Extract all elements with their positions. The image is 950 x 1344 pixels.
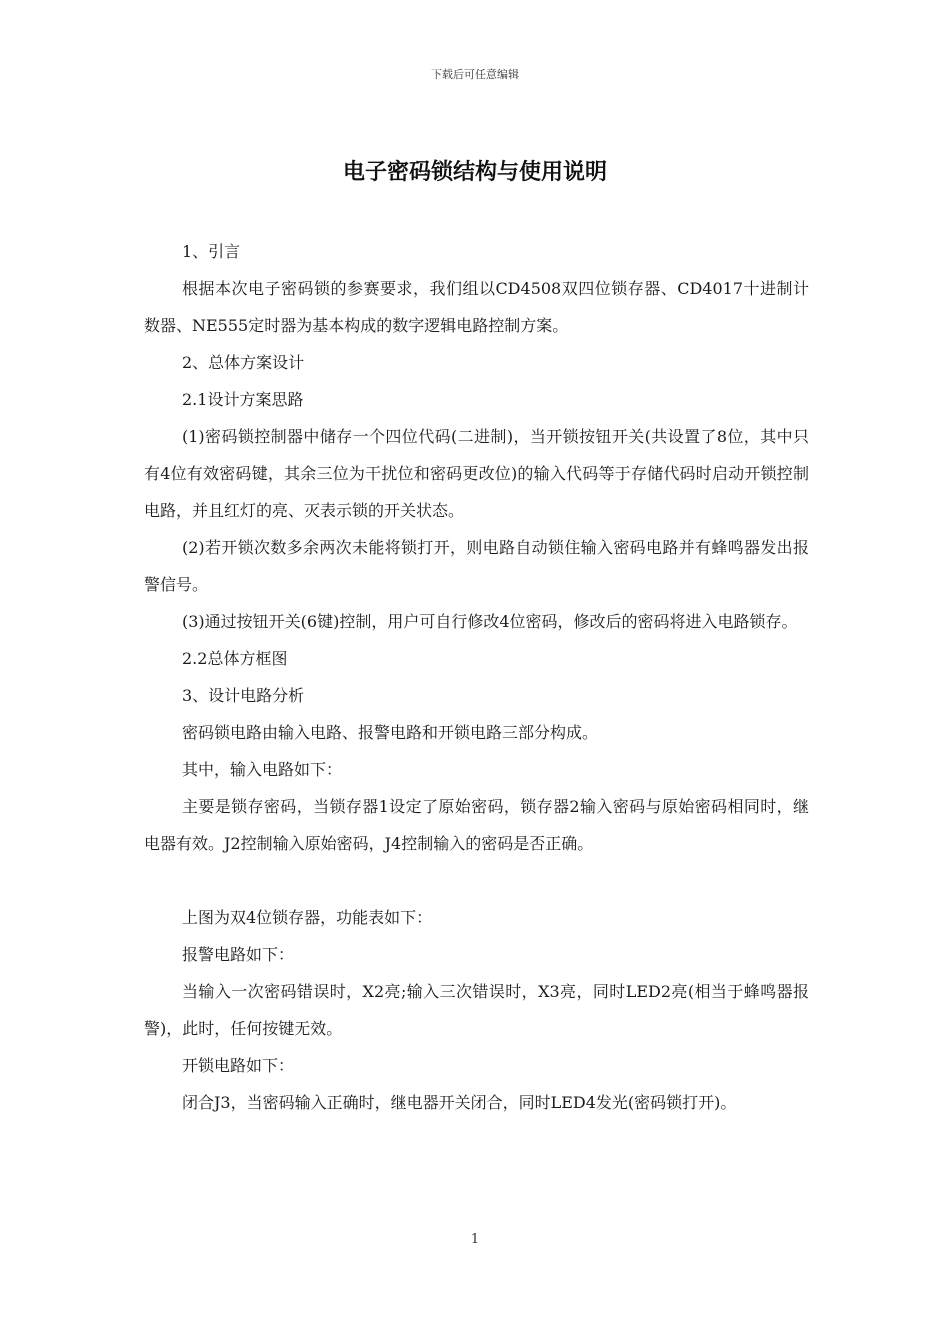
paragraph-design-point-2: (2)若开锁次数多余两次未能将锁打开，则电路自动锁住输入密码电路并有蜂鸣器发出报警信号。 <box>144 538 809 594</box>
paragraph-unlock-circuit-intro: 开锁电路如下： <box>182 1056 295 1075</box>
section-heading-intro: 1、引言 <box>182 242 241 261</box>
paragraph-latch-function-table: 上图为双4位锁存器，功能表如下： <box>182 908 433 927</box>
paragraph-input-circuit-intro: 其中，输入电路如下： <box>182 760 343 779</box>
document-title: 电子密码锁结构与使用说明 <box>342 160 607 185</box>
section-heading-overall-design: 2、总体方案设计 <box>182 353 305 372</box>
blank-line <box>144 862 809 899</box>
paragraph-circuit-composition: 密码锁电路由输入电路、报警电路和开锁电路三部分构成。 <box>182 723 599 742</box>
paragraph-intro: 根据本次电子密码锁的参赛要求，我们组以CD4508双四位锁存器、CD4017十进制计数器、NE555定时器为基本构成的数字逻辑电路控制方案。 <box>144 279 809 335</box>
paragraph-design-point-1: (1)密码锁控制器中储存一个四位代码(二进制)，当开锁按钮开关(共设置了8位，其中只有4位有效密码键，其余三位为干扰位和密码更改位)的输入代码等于存储代码时启动开锁控制电路，并且红灯的亮、灭表示锁的开关状态。 <box>144 427 809 520</box>
paragraph-input-circuit-detail: 主要是锁存密码，当锁存器1设定了原始密码，锁存器2输入密码与原始密码相同时，继电器有效。J2控制输入原始密码，J4控制输入的密码是否正确。 <box>144 797 809 853</box>
section-heading-circuit-analysis: 3、设计电路分析 <box>182 686 305 705</box>
subsection-heading-design-idea: 2.1设计方案思路 <box>182 390 304 409</box>
page-number: 1 <box>470 1232 480 1247</box>
paragraph-alarm-circuit-intro: 报警电路如下： <box>182 945 295 964</box>
paragraph-design-point-3: (3)通过按钮开关(6键)控制，用户可自行修改4位密码，修改后的密码将进入电路锁存。 <box>182 612 798 631</box>
subsection-heading-block-diagram: 2.2总体方框图 <box>182 649 288 668</box>
header-note: 下载后可任意编辑 <box>431 68 519 81</box>
document-body <box>144 233 809 1121</box>
paragraph-unlock-circuit-detail: 闭合J3，当密码输入正确时，继电器开关闭合，同时LED4发光(密码锁打开)。 <box>182 1093 737 1112</box>
paragraph-alarm-circuit-detail: 当输入一次密码错误时，X2亮;输入三次错误时，X3亮，同时LED2亮(相当于蜂鸣器报警)，此时，任何按键无效。 <box>144 982 809 1038</box>
